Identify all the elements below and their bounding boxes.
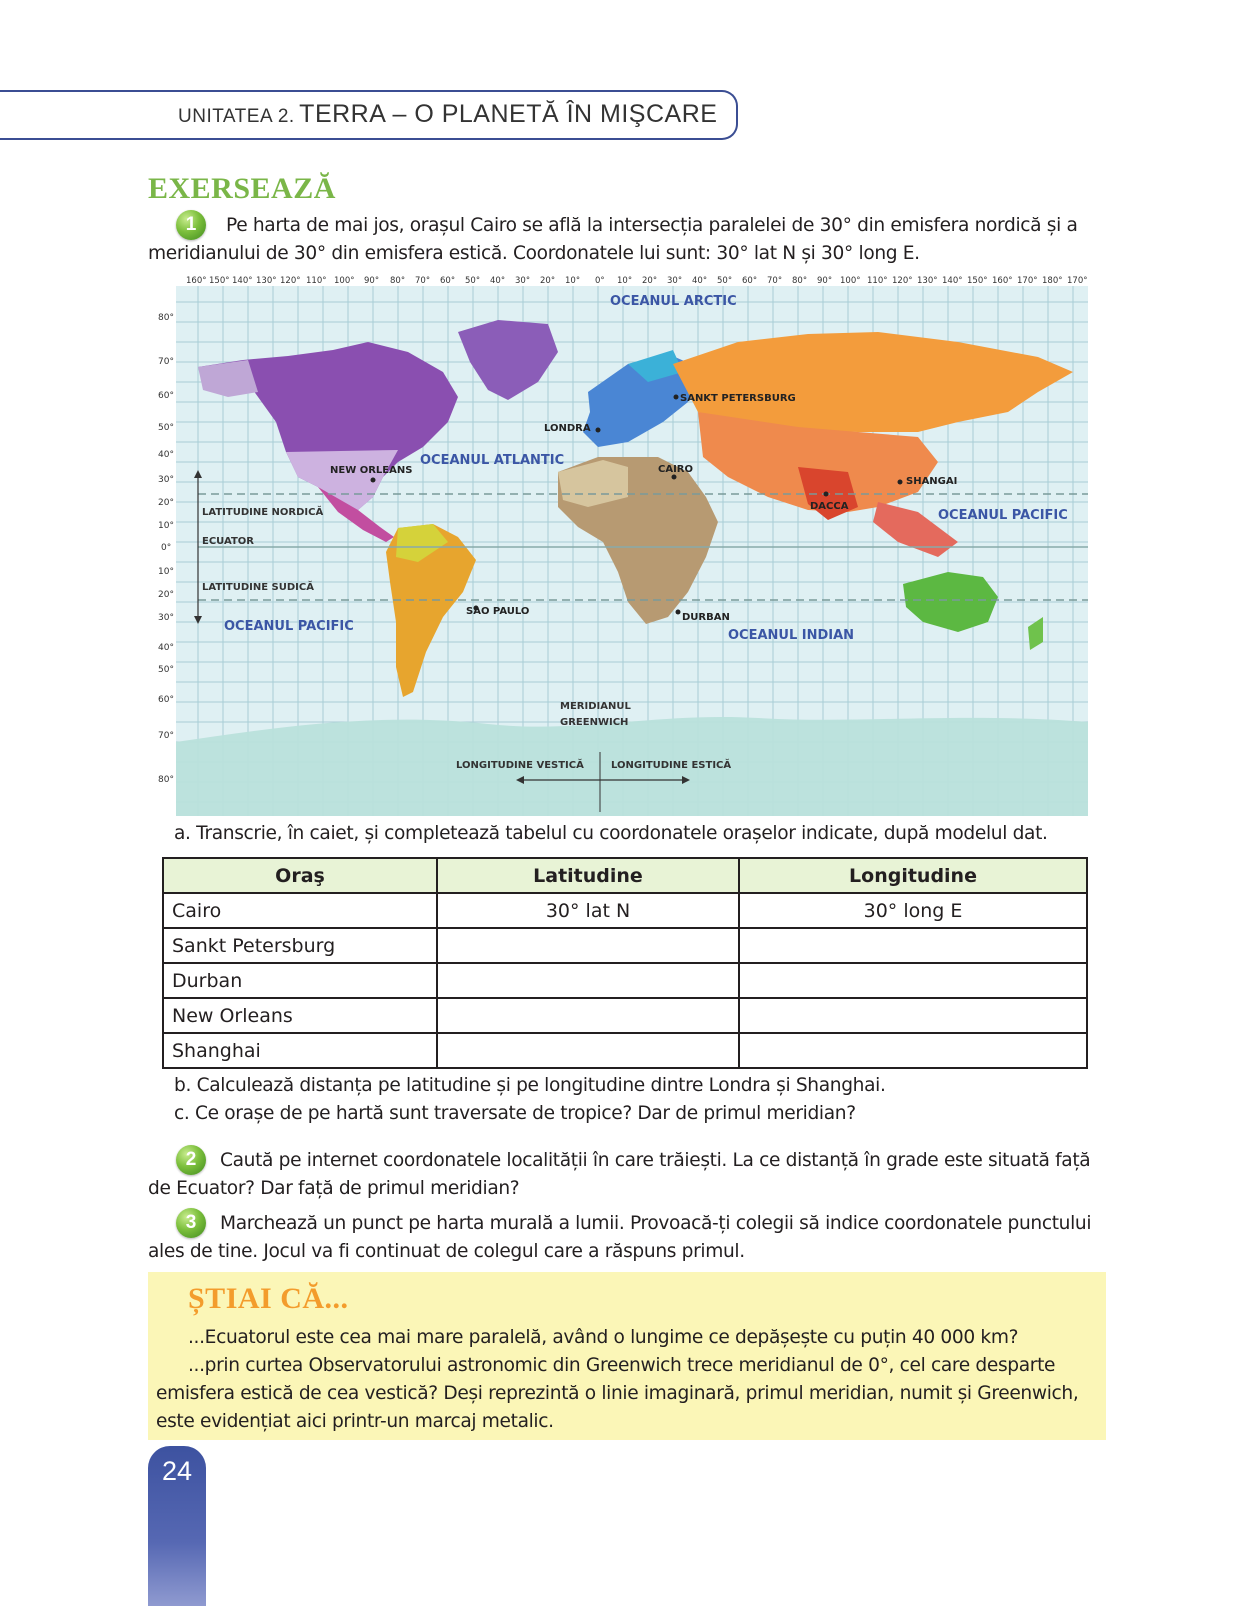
exercise-1-text (148, 212, 1118, 268)
cell-latitude (437, 963, 739, 998)
top-tick: 80° (792, 276, 808, 286)
ocean-pacific-west-label: OCEANUL PACIFIC (224, 619, 354, 634)
cell-latitude (437, 1033, 739, 1068)
top-tick: 150° (209, 276, 230, 286)
top-tick: 70° (767, 276, 783, 286)
top-tick: 20° (540, 276, 556, 286)
top-tick: 0° (595, 276, 605, 286)
city-londra: LONDRA (544, 423, 591, 434)
top-tick: 120° (280, 276, 301, 286)
ocean-indian-label: OCEANUL INDIAN (728, 628, 855, 643)
city-sao-paulo: SAO PAULO (466, 606, 530, 617)
coordinates-table (162, 857, 1088, 1069)
top-tick: 100° (334, 276, 355, 286)
city-marker (676, 610, 681, 615)
left-tick: 70° (158, 357, 174, 367)
left-tick: 40° (158, 450, 174, 460)
lat-s-label: LATITUDINE SUDICĂ (202, 582, 314, 593)
meridian-label-1: MERIDIANUL (560, 701, 631, 712)
exercise-2-badge: 2 (176, 1145, 206, 1175)
ocean-atlantic-label: OCEANUL ATLANTIC (420, 453, 565, 468)
cell-longitude (739, 1033, 1087, 1068)
cell-city: Sankt Petersburg (163, 928, 437, 963)
cell-city: Shanghai (163, 1033, 437, 1068)
top-tick: 140° (232, 276, 253, 286)
city-dacca: DACCA (810, 501, 849, 512)
top-tick: 70° (415, 276, 431, 286)
did-you-know-line-1-text: ...Ecuatorul este cea mai mare paralelă, având o lungime ce depășește cu puțin 40 000 km? (188, 1327, 1019, 1348)
top-tick: 130° (917, 276, 938, 286)
top-tick: 20° (642, 276, 658, 286)
top-tick: 60° (440, 276, 456, 286)
section-title: EXERSEAZĂ (148, 172, 336, 205)
meridian-label-2: GREENWICH (560, 717, 629, 728)
exercise-3-text (148, 1210, 1118, 1266)
top-tick: 130° (256, 276, 277, 286)
unit-title: TERRA – O PLANETĂ ÎN MIŞCARE (299, 100, 718, 128)
cell-longitude: 30° long E (739, 893, 1087, 928)
left-tick: 80° (158, 775, 174, 785)
left-tick: 60° (158, 695, 174, 705)
top-tick: 80° (390, 276, 406, 286)
top-tick: 160° (992, 276, 1013, 286)
top-tick: 40° (490, 276, 506, 286)
table-row (163, 1033, 1087, 1068)
world-map (158, 272, 1098, 820)
top-tick: 140° (942, 276, 963, 286)
top-tick: 120° (892, 276, 913, 286)
table-row (163, 963, 1087, 998)
did-you-know-line-2 (156, 1352, 1101, 1436)
long-w-label: LONGITUDINE VESTICĂ (456, 760, 584, 771)
header-oras: Oraş (163, 858, 437, 893)
long-e-label: LONGITUDINE ESTICĂ (611, 760, 732, 771)
page-number-tab (148, 1446, 206, 1606)
ocean-arctic-label: OCEANUL ARCTIC (610, 294, 737, 309)
table-header-row (163, 858, 1087, 893)
top-tick: 160° (186, 276, 207, 286)
left-tick: 50° (158, 423, 174, 433)
top-tick: 10° (617, 276, 633, 286)
left-tick: 40° (158, 643, 174, 653)
ocean-pacific-east-label: OCEANUL PACIFIC (938, 508, 1068, 523)
city-marker (824, 492, 829, 497)
cell-city: Cairo (163, 893, 437, 928)
city-new-orleans: NEW ORLEANS (330, 465, 413, 476)
table-row (163, 893, 1087, 928)
top-tick: 10° (565, 276, 581, 286)
left-tick: 0° (161, 543, 172, 553)
exercise-1-body: Pe harta de mai jos, orașul Cairo se află la intersecția paralelei de 30° din emisfera nordică și a meridianului de 30° din emisfera estică. Coordonatele lui sunt: 30° lat N și 30° long E. (148, 215, 1078, 264)
left-tick: 20° (158, 590, 174, 600)
exercise-2-body: Caută pe internet coordonatele localității în care trăiești. La ce distanță în grade este situată față de Ecuator? Dar față de primul meridian? (148, 1150, 1091, 1199)
city-marker (596, 428, 601, 433)
top-tick: 90° (817, 276, 833, 286)
left-tick: 60° (158, 391, 174, 401)
cell-city: New Orleans (163, 998, 437, 1033)
did-you-know-line-1 (156, 1324, 1101, 1352)
top-tick: 40° (692, 276, 708, 286)
top-tick: 170° (1017, 276, 1038, 286)
city-cairo: CAIRO (658, 464, 693, 475)
exercise-3-body: Marchează un punct pe harta murală a lumii. Provoacă-ți colegii să indice coordonatele punctului ales de tine. Jocul va fi continuat de colegul care a răspuns primul. (148, 1213, 1092, 1262)
lat-n-label: LATITUDINE NORDICĂ (202, 507, 324, 518)
left-tick: 30° (158, 475, 174, 485)
top-tick: 50° (465, 276, 481, 286)
top-tick: 30° (667, 276, 683, 286)
city-marker (371, 478, 376, 483)
table-row (163, 928, 1087, 963)
exercise-3-badge: 3 (176, 1208, 206, 1238)
header-longitudine: Longitudine (739, 858, 1087, 893)
left-axis (158, 313, 174, 785)
city-durban: DURBAN (682, 612, 730, 623)
city-marker (674, 395, 679, 400)
top-tick: 110° (306, 276, 327, 286)
table-row (163, 998, 1087, 1033)
left-tick: 50° (158, 665, 174, 675)
page-number: 24 (161, 1456, 193, 1486)
ecuator-label: ECUATOR (202, 536, 254, 547)
did-you-know-title: ȘTIAI CĂ... (188, 1282, 349, 1315)
cell-longitude (739, 998, 1087, 1033)
top-tick: 100° (840, 276, 861, 286)
chapter-header (178, 100, 717, 129)
did-you-know-box (148, 1272, 1106, 1440)
city-marker (672, 475, 677, 480)
top-tick: 150° (967, 276, 988, 286)
left-tick: 70° (158, 731, 174, 741)
top-tick: 90° (364, 276, 380, 286)
top-tick: 30° (515, 276, 531, 286)
header-latitudine: Latitudine (437, 858, 739, 893)
top-tick: 170° (1067, 276, 1088, 286)
top-axis (186, 276, 1087, 286)
top-tick: 110° (867, 276, 888, 286)
question-a: a. Transcrie, în caiet, și completează tabelul cu coordonatele orașelor indicate, după modelul dat. (174, 823, 1048, 844)
left-tick: 10° (158, 567, 174, 577)
city-sankt-petersburg: SANKT PETERSBURG (680, 393, 796, 404)
left-tick: 30° (158, 613, 174, 623)
left-tick: 80° (158, 313, 174, 323)
cell-city: Durban (163, 963, 437, 998)
cell-latitude (437, 998, 739, 1033)
top-tick: 60° (742, 276, 758, 286)
cell-longitude (739, 963, 1087, 998)
city-marker (898, 480, 903, 485)
exercise-1-badge: 1 (176, 210, 206, 240)
exercise-2-text (148, 1147, 1118, 1203)
did-you-know-text (156, 1324, 1101, 1436)
unit-label: UNITATEA 2. (178, 106, 295, 127)
did-you-know-line-2-text: ...prin curtea Observatorului astronomic din Greenwich trece meridianul de 0°, cel care desparte emisfera estică de cea vestică? Deși reprezintă o linie imaginară, primul meridian, numit și Greenwich, este evidențiat aici printr-un marcaj metalic. (156, 1355, 1079, 1432)
cell-latitude (437, 928, 739, 963)
cell-longitude (739, 928, 1087, 963)
left-tick: 20° (158, 498, 174, 508)
cell-latitude: 30° lat N (437, 893, 739, 928)
city-shangai: SHANGAI (906, 476, 958, 487)
top-tick: 50° (717, 276, 733, 286)
top-tick: 180° (1042, 276, 1063, 286)
question-b: b. Calculează distanța pe latitudine și pe longitudine dintre Londra și Shanghai. (174, 1075, 886, 1096)
question-c: c. Ce orașe de pe hartă sunt traversate de tropice? Dar de primul meridian? (174, 1103, 856, 1124)
left-tick: 10° (158, 521, 174, 531)
